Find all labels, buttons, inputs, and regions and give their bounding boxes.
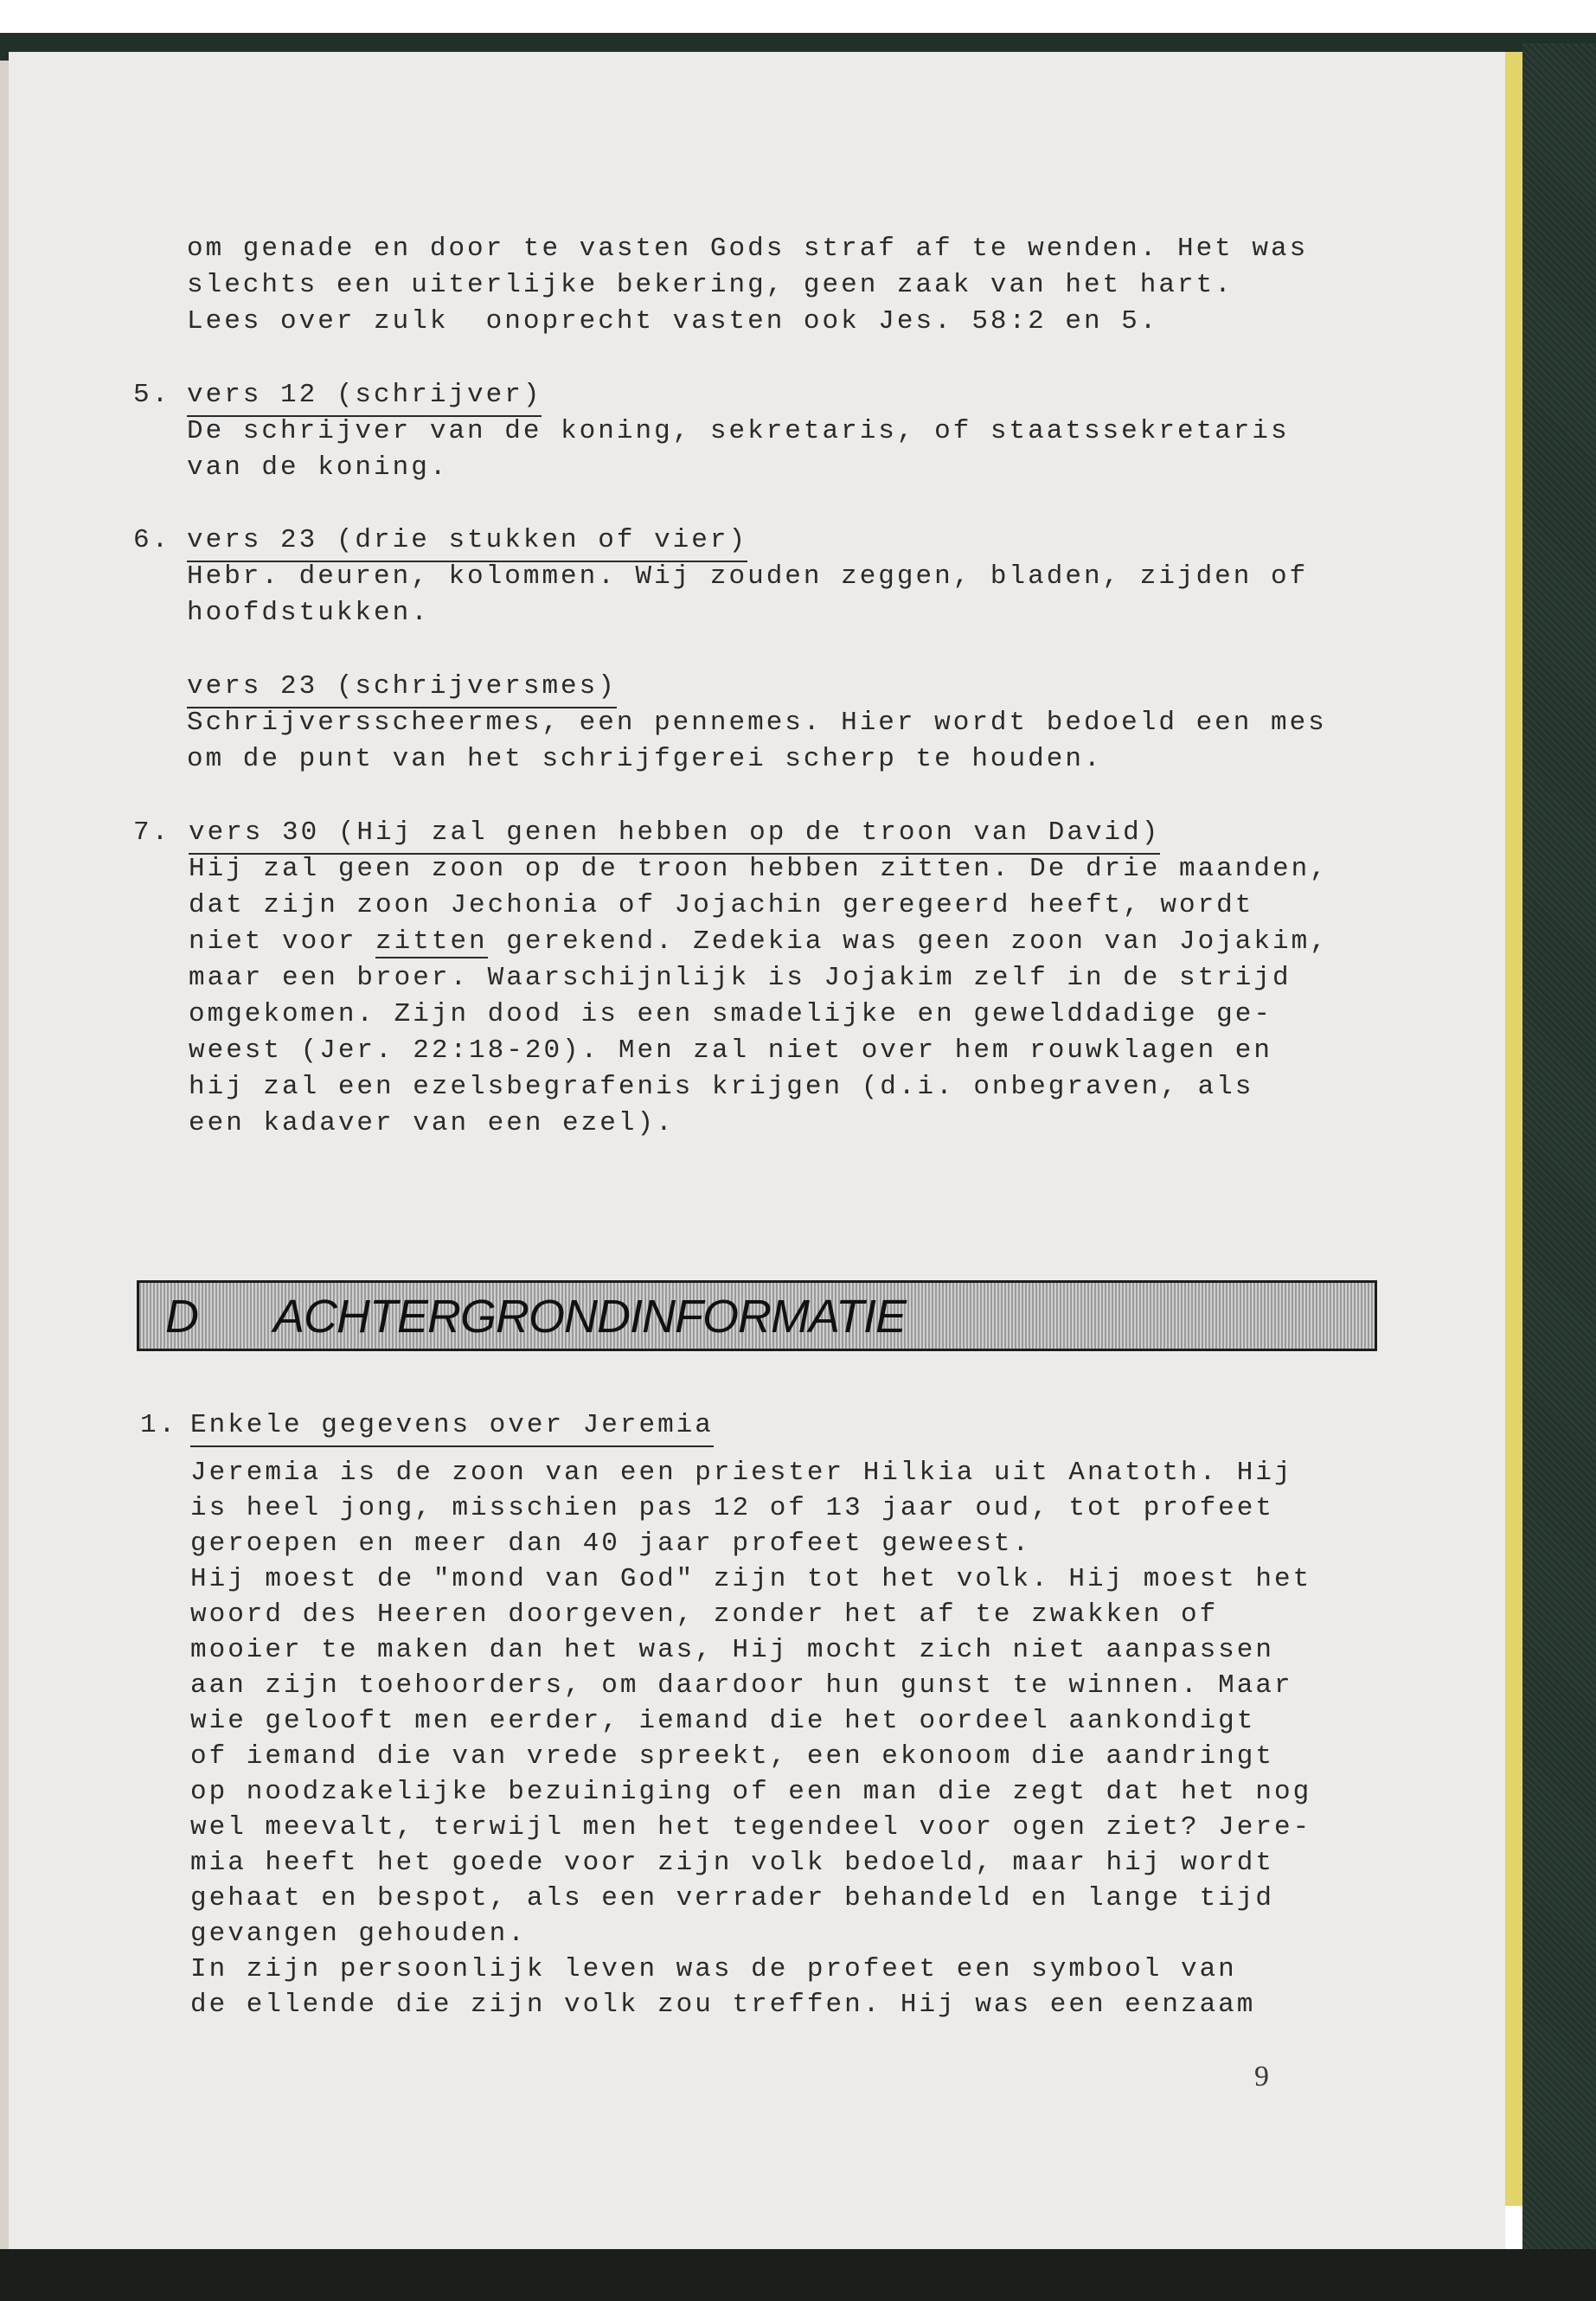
item-6b-line: om de punt van het schrijfgerei scherp te houden. — [187, 744, 1103, 774]
item-6b-line: Schrijversscheermes, een pennemes. Hier wordt bedoeld een mes — [187, 708, 1327, 738]
item-7-line: Hij zal geen zoon op de troon hebben zitten. De drie maanden, — [189, 854, 1329, 884]
item-7-line: hij zal een ezelsbegrafenis krijgen (d.i. onbegraven, als — [189, 1072, 1254, 1102]
item-5-line: van de koning. — [187, 452, 449, 483]
section-letter: D — [165, 1291, 199, 1343]
sub-1-line: Jeremia is de zoon van een priester Hilkia uit Anatoth. Hij — [190, 1458, 1293, 1488]
sub-1-line: mooier te maken dan het was, Hij mocht zich niet aanpassen — [190, 1635, 1274, 1665]
sub-1-line: gehaat en bespot, als een verrader behandeld en lange tijd — [190, 1883, 1274, 1913]
item-7-line — [189, 924, 1329, 959]
item-6b-heading: vers 23 (schrijversmes) — [187, 669, 617, 708]
item-6-number: 6. — [133, 525, 171, 555]
document-page — [9, 52, 1505, 2249]
item-7-text: gerekend. Zedekia was geen zoon van Jojakim, — [487, 926, 1329, 957]
sub-1-line: op noodzakelijke bezuiniging of een man die zegt dat het nog — [190, 1777, 1312, 1807]
sub-1-line: aan zijn toehoorders, om daardoor hun gunst te winnen. Maar — [190, 1670, 1293, 1701]
sub-1-line: woord des Heeren doorgeven, zonder het af te zwakken of — [190, 1599, 1219, 1630]
sub-1-line: Hij moest de "mond van God" zijn tot het volk. Hij moest het — [190, 1564, 1312, 1594]
item-6-line: Hebr. deuren, kolommen. Wij zouden zeggen, bladen, zijden of — [187, 561, 1309, 592]
sub-1-line: In zijn persoonlijk leven was de profeet een symbool van — [190, 1954, 1237, 1984]
item-7-line: weest (Jer. 22:18-20). Men zal niet over hem rouwklagen en — [189, 1035, 1272, 1066]
sub-1-line: is heel jong, misschien pas 12 of 13 jaar oud, tot profeet — [190, 1493, 1274, 1523]
book-cover-edge — [1522, 43, 1596, 2258]
item-6-heading: vers 23 (drie stukken of vier) — [187, 522, 747, 562]
scan-bottom-border — [0, 2249, 1596, 2301]
page-yellow-edge — [1503, 52, 1522, 2206]
section-header-bar — [137, 1280, 1377, 1351]
sub-1-line: wie gelooft men eerder, iemand die het oordeel aankondigt — [190, 1706, 1256, 1736]
sub-1-line: of iemand die van vrede spreekt, een ekonoom die aandringt — [190, 1741, 1274, 1772]
item-7-line: dat zijn zoon Jechonia of Jojachin geregeerd heeft, wordt — [189, 890, 1254, 920]
intro-line: Lees over zulk onoprecht vasten ook Jes. 58:2 en 5. — [187, 306, 1159, 336]
item-5-number: 5. — [133, 380, 171, 410]
sub-1-line: geroepen en meer dan 40 jaar profeet geweest. — [190, 1529, 1032, 1559]
item-7-text: niet voor — [189, 926, 376, 957]
intro-line: slechts een uiterlijke bekering, geen zaak van het hart. — [187, 270, 1234, 300]
page-number: 9 — [1254, 2061, 1269, 2093]
item-5-line: De schrijver van de koning, sekretaris, of staatssekretaris — [187, 416, 1290, 446]
intro-line: om genade en door te vasten Gods straf af te wenden. Het was — [187, 234, 1309, 264]
item-6-line: hoofdstukken. — [187, 598, 430, 628]
item-7-number: 7. — [133, 817, 171, 848]
item-5-heading: vers 12 (schrijver) — [187, 377, 542, 417]
sub-1-line: mia heeft het goede voor zijn volk bedoeld, maar hij wordt — [190, 1848, 1274, 1878]
sub-1-line: gevangen gehouden. — [190, 1919, 527, 1949]
item-7-line: een kadaver van een ezel). — [189, 1108, 675, 1138]
underlined-word: zitten — [375, 926, 488, 957]
section-title: ACHTERGRONDINFORMATIE — [273, 1291, 906, 1343]
sub-1-heading: Enkele gegevens over Jeremia — [190, 1407, 714, 1447]
sub-1-line: de ellende die zijn volk zou treffen. Hij was een eenzaam — [190, 1990, 1256, 2020]
item-7-line: maar een broer. Waarschijnlijk is Jojakim zelf in de strijd — [189, 963, 1292, 993]
item-7-heading: vers 30 (Hij zal genen hebben op de troon van David) — [189, 815, 1160, 855]
item-7-line: omgekomen. Zijn dood is een smadelijke en gewelddadige ge- — [189, 999, 1272, 1029]
sub-1-number: 1. — [140, 1410, 178, 1440]
sub-1-line: wel meevalt, terwijl men het tegendeel voor ogen ziet? Jere- — [190, 1812, 1312, 1843]
